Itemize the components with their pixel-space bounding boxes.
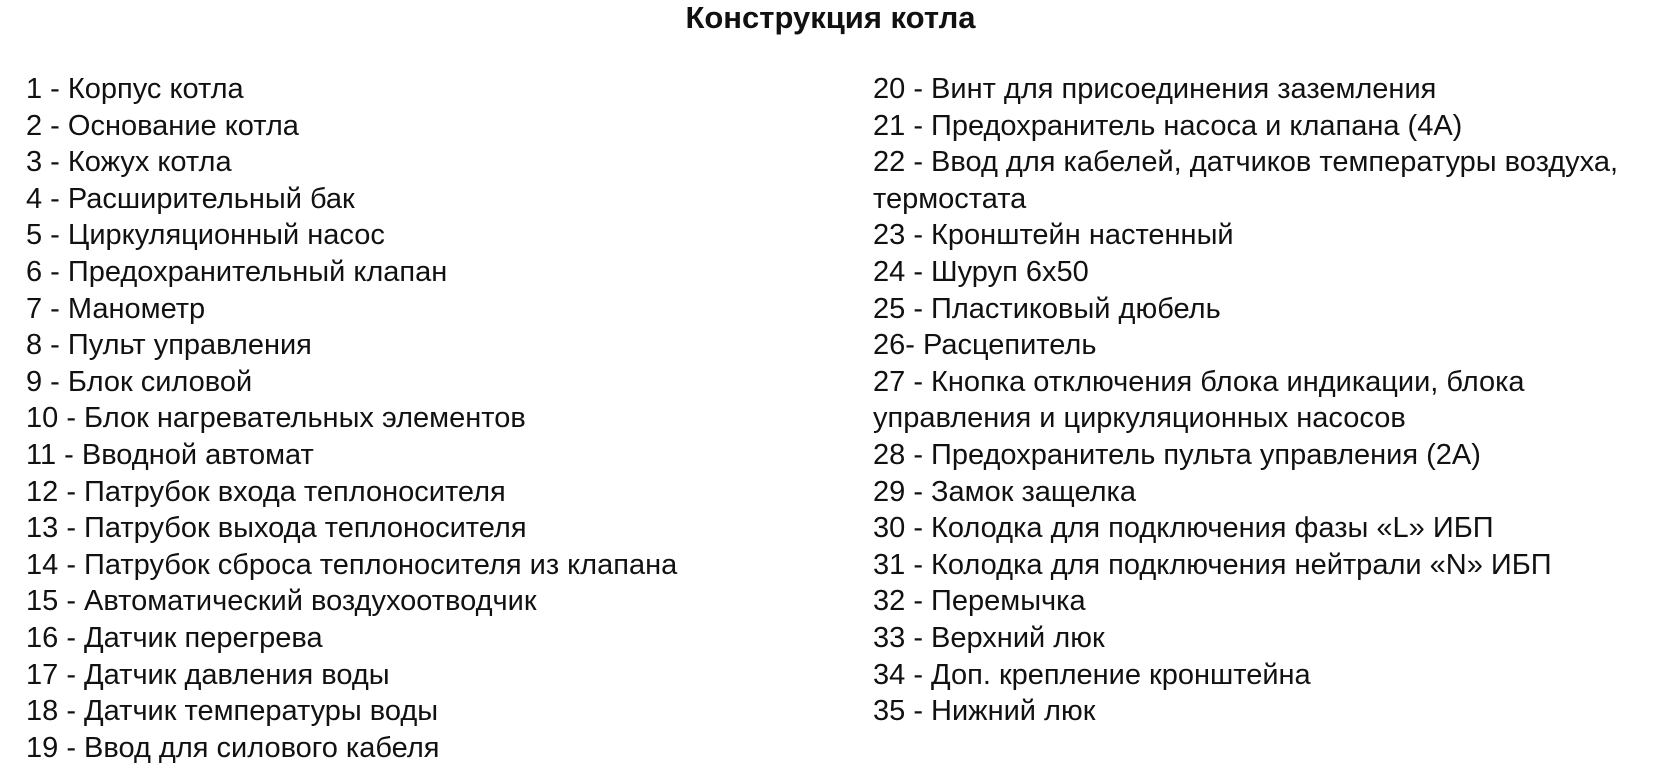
list-item: 31 - Колодка для подключения нейтрали «N» ИБП <box>873 548 1552 581</box>
list-item: 27 - Кнопка отключения блока индикации, блока управления и циркуляционных насосов <box>873 365 1525 435</box>
list-item: 9 - Блок силовой <box>26 365 253 398</box>
list-item: 11 - Вводной автомат <box>26 438 314 471</box>
list-item: 24 - Шуруп 6х50 <box>873 255 1089 288</box>
list-item: 8 - Пульт управления <box>26 329 312 362</box>
list-item: 28 - Предохранитель пульта управления (2А) <box>873 438 1481 471</box>
list-item: 6 - Предохранительный клапан <box>26 255 448 288</box>
list-item: 26- Расцепитель <box>873 329 1097 362</box>
list-item: 15 - Автоматический воздухоотводчик <box>26 585 537 618</box>
list-item: 34 - Доп. крепление кронштейна <box>873 658 1311 691</box>
list-item: 7 - Манометр <box>26 292 206 325</box>
list-item: 30 - Колодка для подключения фазы «L» ИБП <box>873 512 1494 545</box>
list-item: 25 - Пластиковый дюбель <box>873 292 1221 325</box>
list-item: 33 - Верхний люк <box>873 621 1105 654</box>
list-item: 17 - Датчик давления воды <box>26 658 390 691</box>
list-item: 14 - Патрубок сброса теплоносителя из клапана <box>26 548 678 581</box>
list-item: 3 - Кожух котла <box>26 146 232 179</box>
parts-list-right <box>873 71 1653 730</box>
list-item: 16 - Датчик перегрева <box>26 621 323 654</box>
list-item: 35 - Нижний люк <box>873 695 1096 728</box>
list-item: 5 - Циркуляционный насос <box>26 219 385 252</box>
list-item: 29 - Замок защелка <box>873 475 1136 508</box>
list-item: 18 - Датчик температуры воды <box>26 695 439 728</box>
list-item: 20 - Винт для присоединения заземления <box>873 73 1437 105</box>
list-item: 1 - Корпус котла <box>26 73 244 105</box>
list-item: 23 - Кронштейн настенный <box>873 219 1234 252</box>
list-item: 32 - Перемычка <box>873 585 1086 618</box>
parts-list-left <box>26 71 846 766</box>
list-item: 13 - Патрубок выхода теплоносителя <box>26 512 527 545</box>
page-title: Конструкция котла <box>685 0 976 35</box>
list-item: 22 - Ввод для кабелей, датчиков температуры воздуха, термостата <box>873 146 1619 215</box>
list-item: 19 - Ввод для силового кабеля <box>26 731 440 764</box>
list-item: 2 - Основание котла <box>26 109 299 142</box>
list-item: 10 - Блок нагревательных элементов <box>26 402 526 435</box>
list-item: 4 - Расширительный бак <box>26 182 355 215</box>
list-item: 21 - Предохранитель насоса и клапана (4А) <box>873 109 1463 142</box>
list-item: 12 - Патрубок входа теплоносителя <box>26 475 506 508</box>
